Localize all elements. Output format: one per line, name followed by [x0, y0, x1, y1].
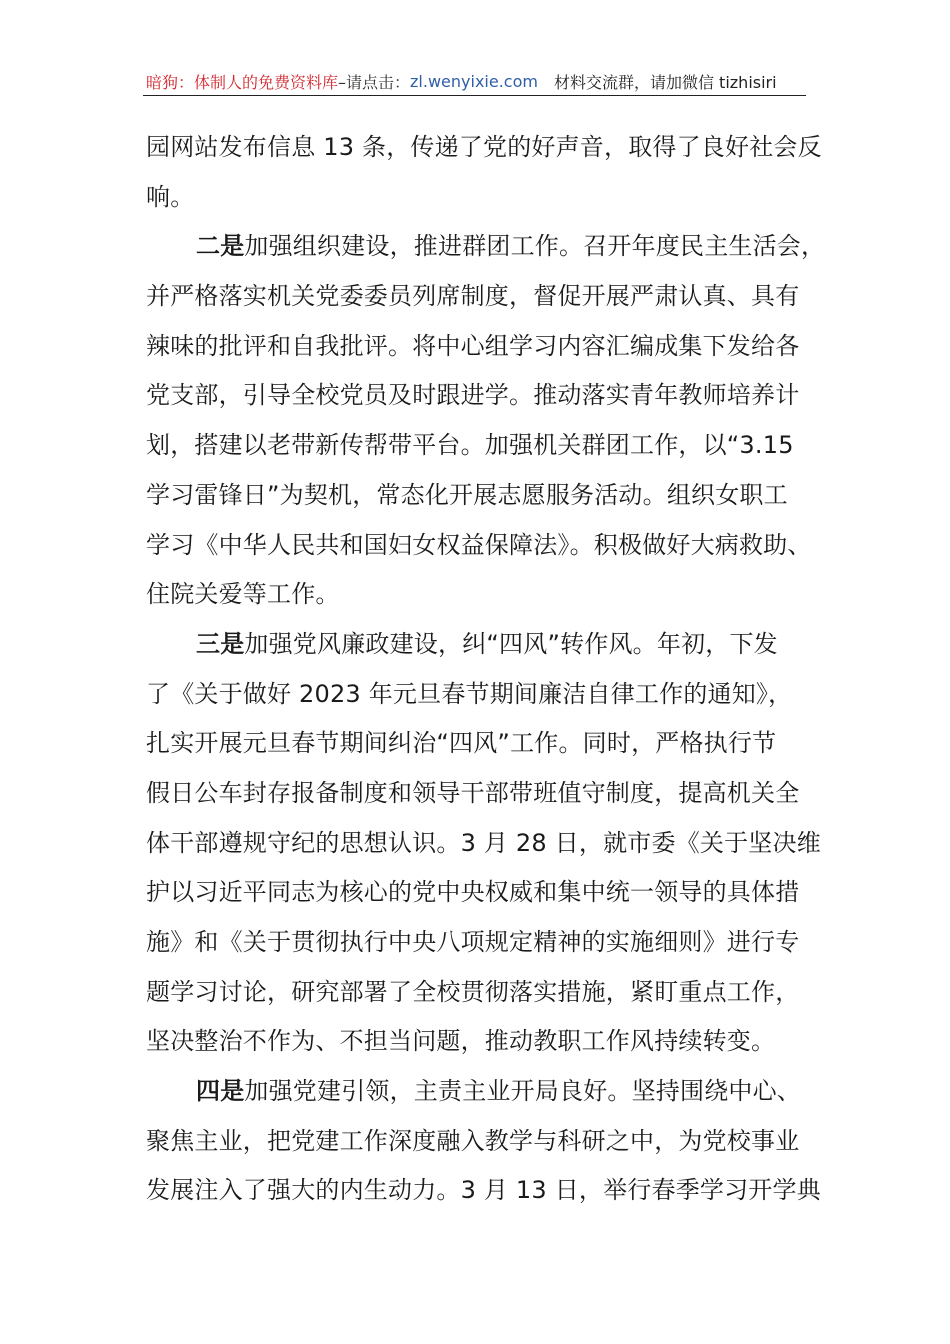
line-text: 护以习近平同志为核心的党中央权威和集中统一领导的具体措 — [146, 878, 800, 907]
paragraph-first-line — [146, 222, 826, 272]
line-text: 了《关于做好 2023 年元旦春节期间廉洁自律工作的通知》， — [146, 679, 793, 708]
line-text: 题学习讨论，研究部署了全校贯彻落实措施，紧盯重点工作， — [146, 977, 800, 1006]
paragraph-lead: 二是 — [196, 232, 245, 261]
text-line — [146, 322, 806, 372]
header-wechat-note: 材料交流群，请加微信 tizhisiri — [553, 73, 777, 92]
text-line — [146, 1017, 806, 1067]
text-line — [146, 769, 806, 819]
text-line — [146, 918, 806, 968]
text-line — [146, 719, 806, 769]
text-line — [146, 123, 822, 173]
text-line — [146, 371, 806, 421]
line-text: 加强组织建设，推进群团工作。召开年度民主生活会， — [244, 232, 826, 261]
header-url-link[interactable]: zl.wenyixie.com — [410, 72, 538, 91]
paragraph-lead: 三是 — [196, 629, 245, 658]
text-line — [146, 471, 806, 521]
text-line — [146, 868, 806, 918]
line-text: 学习《中华人民共和国妇女权益保障法》。积极做好大病救助、 — [146, 530, 812, 559]
line-text: 住院关爱等工作。 — [146, 580, 340, 609]
line-text: 划，搭建以老带新传帮带平台。加强机关群团工作，以“3.15 — [146, 431, 794, 460]
paragraph-first-line — [146, 620, 806, 670]
line-text: 加强党风廉政建设，纠“四风”转作风。年初，下发 — [244, 629, 778, 658]
text-line — [146, 819, 821, 869]
line-text: 聚焦主业，把党建工作深度融入教学与科研之中，为党校事业 — [146, 1126, 800, 1155]
line-text: 体干部遵规守纪的思想认识。3 月 28 日，就市委《关于坚决维 — [146, 828, 821, 857]
text-line — [146, 570, 806, 620]
line-text: 假日公车封存报备制度和领导干部带班值守制度，提高机关全 — [146, 778, 800, 807]
text-line — [146, 421, 806, 471]
text-line — [146, 968, 806, 1018]
line-text: 学习雷锋日”为契机，常态化开展志愿服务活动。组织女职工 — [146, 480, 788, 509]
page-header — [146, 70, 806, 94]
document-body — [146, 123, 826, 1216]
text-line — [146, 1117, 806, 1167]
line-text: 坚决整治不作为、不担当问题，推动教职工作风持续转变。 — [146, 1027, 776, 1056]
text-line — [146, 173, 806, 223]
header-divider — [143, 95, 806, 96]
line-text: 响。 — [146, 182, 195, 211]
line-text: 施》和《关于贯彻执行中央八项规定精神的实施细则》进行专 — [146, 928, 800, 956]
text-line — [146, 670, 806, 720]
paragraph-lead: 四是 — [196, 1077, 245, 1106]
line-text: 党支部，引导全校党员及时跟进学。推动落实青年教师培养计 — [146, 381, 800, 410]
line-text: 发展注入了强大的内生动力。3 月 13 日，举行春季学习开学典 — [146, 1176, 821, 1205]
text-line — [146, 521, 812, 571]
line-text: 扎实开展元旦春节期间纠治“四风”工作。同时，严格执行节 — [146, 729, 777, 758]
header-click-prompt: –请点击： — [338, 73, 411, 92]
line-text: 辣味的批评和自我批评。将中心组学习内容汇编成集下发给各 — [146, 331, 800, 360]
line-text: 加强党建引领，主责主业开局良好。坚持围绕中心、 — [244, 1077, 802, 1106]
text-line — [146, 1166, 821, 1216]
text-line — [146, 272, 806, 322]
paragraph-first-line — [146, 1067, 806, 1117]
line-text: 园网站发布信息 13 条，传递了党的好声音，取得了良好社会反 — [146, 133, 822, 161]
line-text: 并严格落实机关党委委员列席制度，督促开展严肃认真、具有 — [146, 282, 800, 311]
header-site-name: 暗狗：体制人的免费资料库 — [146, 73, 339, 92]
